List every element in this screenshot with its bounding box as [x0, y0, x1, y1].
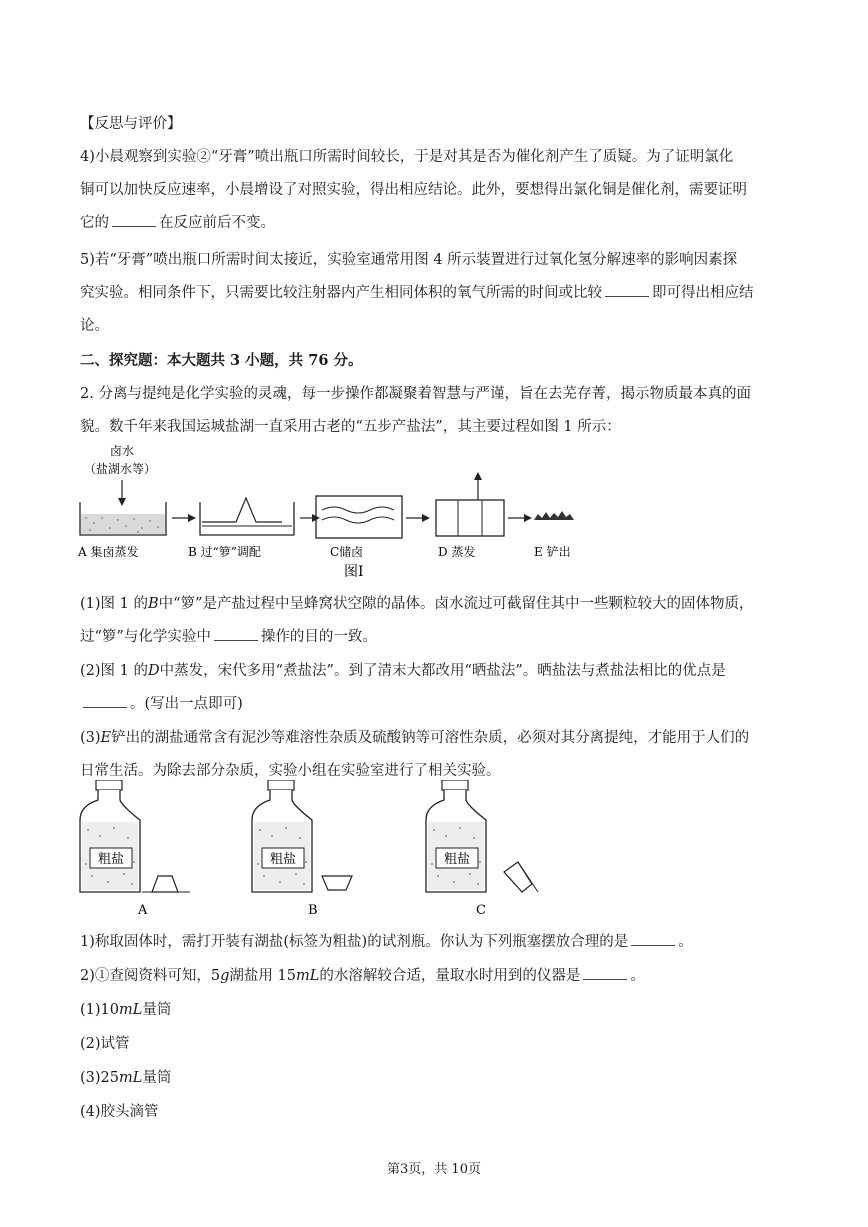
basin-b [200, 502, 294, 535]
opt3-b: 量筒 [142, 1070, 172, 1086]
section-reflect-text: 【反思与评价】 [80, 116, 182, 132]
q2-line-2 [80, 688, 788, 721]
bottle-b-label: 粗盐 [270, 852, 297, 867]
up-arrow-icon [474, 472, 482, 480]
figure-2-reagent-bottles [72, 780, 592, 920]
fig1-top-label-1: 卤水 [110, 444, 135, 458]
q5-line3-text: 论。 [80, 318, 109, 334]
opt4-text: (4)胶头滴管 [80, 1104, 159, 1120]
q4-line3b-text: 在反应前后不变。 [159, 215, 275, 231]
bottle-a [80, 780, 140, 892]
stopper-a [152, 876, 178, 892]
q1b-a: 过“箩”与化学实验中 [80, 629, 211, 645]
option-a-label: A [138, 903, 148, 918]
option-2 [80, 1028, 788, 1061]
fig1-label-c: C储卤 [330, 545, 364, 559]
bottle-c [426, 780, 486, 892]
option-b-label: B [308, 903, 318, 918]
arrow-right-icon [422, 514, 430, 522]
s2-line [80, 960, 788, 993]
q2-line-1 [80, 655, 788, 688]
q2a-pre: (2)图 1 的 [80, 663, 148, 679]
section-2-title [80, 344, 788, 377]
answer-blank[interactable] [214, 626, 258, 641]
q2a-var: D [147, 663, 160, 679]
option-4 [80, 1096, 788, 1129]
q3b-text: 日常生活。为除去部分杂质，实验小组在实验室进行了相关实验。 [80, 763, 501, 779]
section-heading-reflection [80, 108, 788, 141]
fig1-label-b: B 过“箩”调配 [188, 545, 261, 559]
q3a-var: E [100, 730, 112, 746]
q1a-post: 中“箩”是产盐过程中呈蜂窝状空隙的晶体。卤水流过可截留住其中一些颗粒较大的固体物质， [158, 596, 754, 612]
page-footer: 第3页，共 10页 [387, 1162, 481, 1177]
opt1-unit: mL [119, 1002, 143, 1018]
q5-line-1 [80, 244, 788, 277]
p2-line-1 [80, 378, 788, 411]
q5-line-2 [80, 277, 788, 310]
option-3 [80, 1062, 788, 1095]
q1-line-2 [80, 621, 788, 654]
q5-line2a-text: 究实验。相同条件下，只需要比较注射器内产生相同体积的氧气所需的时间或比较 [80, 285, 602, 301]
q1a-var: B [147, 596, 159, 612]
arrow-right-icon [524, 514, 532, 522]
q4-line-1 [80, 141, 788, 174]
opt3-unit: mL [119, 1070, 143, 1086]
q1-line-1 [80, 588, 788, 621]
opt3-a: (3)25 [80, 1070, 119, 1086]
salt-pile [534, 511, 574, 520]
pan-d [436, 500, 504, 536]
bottle-b [252, 780, 312, 892]
fig1-label-d: D 蒸发 [438, 545, 476, 559]
q2a-post: 中蒸发，宋代多用“煮盐法”。到了清末大都改用“晒盐法”。晒盐法与煮盐法相比的优点是 [159, 663, 726, 679]
s2-b: 湖盐用 15 [229, 968, 296, 984]
p2-line1-text: 2. 分离与提纯是化学实验的灵魂，每一步操作都凝聚着智慧与严谨，旨在去芜存菁，揭示物质最本真的面 [80, 386, 751, 402]
q5-line-3 [80, 310, 788, 343]
fig1-caption: 图Ⅰ [344, 564, 364, 580]
option-1 [80, 994, 788, 1027]
s2-unit-g: g [220, 968, 230, 984]
q4-line2-text: 铜可以加快反应速率，小晨增设了对照实验，得出相应结论。此外，要想得出氯化铜是催化剂，需要证明 [80, 182, 747, 198]
section2-title-text: 二、探究题：本大题共 3 小题，共 76 分。 [80, 352, 363, 369]
tank-c [316, 496, 402, 538]
p2-line2-text: 貌。数千年来我国运城盐湖一直采用古老的“五步产盐法”，其主要过程如图 1 所示： [80, 419, 621, 435]
s1-a: 1)称取固体时，需打开装有湖盐(标签为粗盐)的试剂瓶。你认为下列瓶塞摆放合理的是 [80, 934, 629, 950]
brine-fill [81, 514, 165, 534]
s2-a: 2)①查阅资料可知，5 [80, 968, 221, 984]
s2-c: 的水溶解较合适，量取水时用到的仪器是 [319, 968, 581, 984]
s1-b: 。 [678, 934, 693, 950]
answer-blank[interactable] [583, 965, 627, 980]
answer-blank[interactable] [83, 693, 127, 708]
q1a-pre: (1)图 1 的 [80, 596, 148, 612]
option-c-label: C [476, 903, 486, 918]
fig1-label-e: E 铲出 [534, 545, 571, 559]
fig1-label-a: A 集卤蒸发 [78, 545, 139, 559]
opt2-text: (2)试管 [80, 1036, 130, 1052]
answer-blank[interactable] [605, 282, 649, 297]
bottle-c-label: 粗盐 [444, 852, 471, 867]
q4-line-3 [80, 207, 788, 240]
q2b-text: 。(写出一点即可) [130, 696, 243, 712]
down-arrow-icon [118, 498, 126, 506]
q3a-pre: (3) [80, 730, 101, 746]
answer-blank[interactable] [112, 212, 156, 227]
q3-line-1 [80, 722, 788, 755]
q5-line1-text: 5)若“牙膏”喷出瓶口所需时间太接近，实验室通常用图 4 所示装置进行过氧化氢分解速率的影响因素探 [80, 252, 738, 268]
stopper-b [322, 876, 352, 890]
q1b-b: 操作的目的一致。 [260, 629, 377, 645]
q4-line-2 [80, 174, 788, 207]
q5-line2b-text: 即可得出相应结 [652, 285, 754, 301]
s2-unit-ml: mL [295, 968, 320, 984]
arrow-right-icon [188, 514, 196, 522]
opt1-a: (1)10 [80, 1002, 119, 1018]
figure-1-salt-process [72, 440, 632, 590]
bottle-a-label: 粗盐 [98, 852, 125, 867]
fig1-top-label-2: （盐湖水等） [84, 462, 157, 476]
q4-line3a-text: 它的 [80, 215, 109, 231]
q4-line1-text: 4)小晨观察到实验②“牙膏”喷出瓶口所需时间较长，于是对其是否为催化剂产生了质疑。为了证明氯化 [80, 149, 734, 165]
s1-line [80, 926, 788, 959]
q3a-post: 铲出的湖盐通常含有泥沙等难溶性杂质及硫酸钠等可溶性杂质，必须对其分离提纯，才能用于人们的 [111, 730, 750, 746]
answer-blank[interactable] [631, 931, 675, 946]
opt1-b: 量筒 [142, 1002, 172, 1018]
s2-d: 。 [630, 968, 645, 984]
